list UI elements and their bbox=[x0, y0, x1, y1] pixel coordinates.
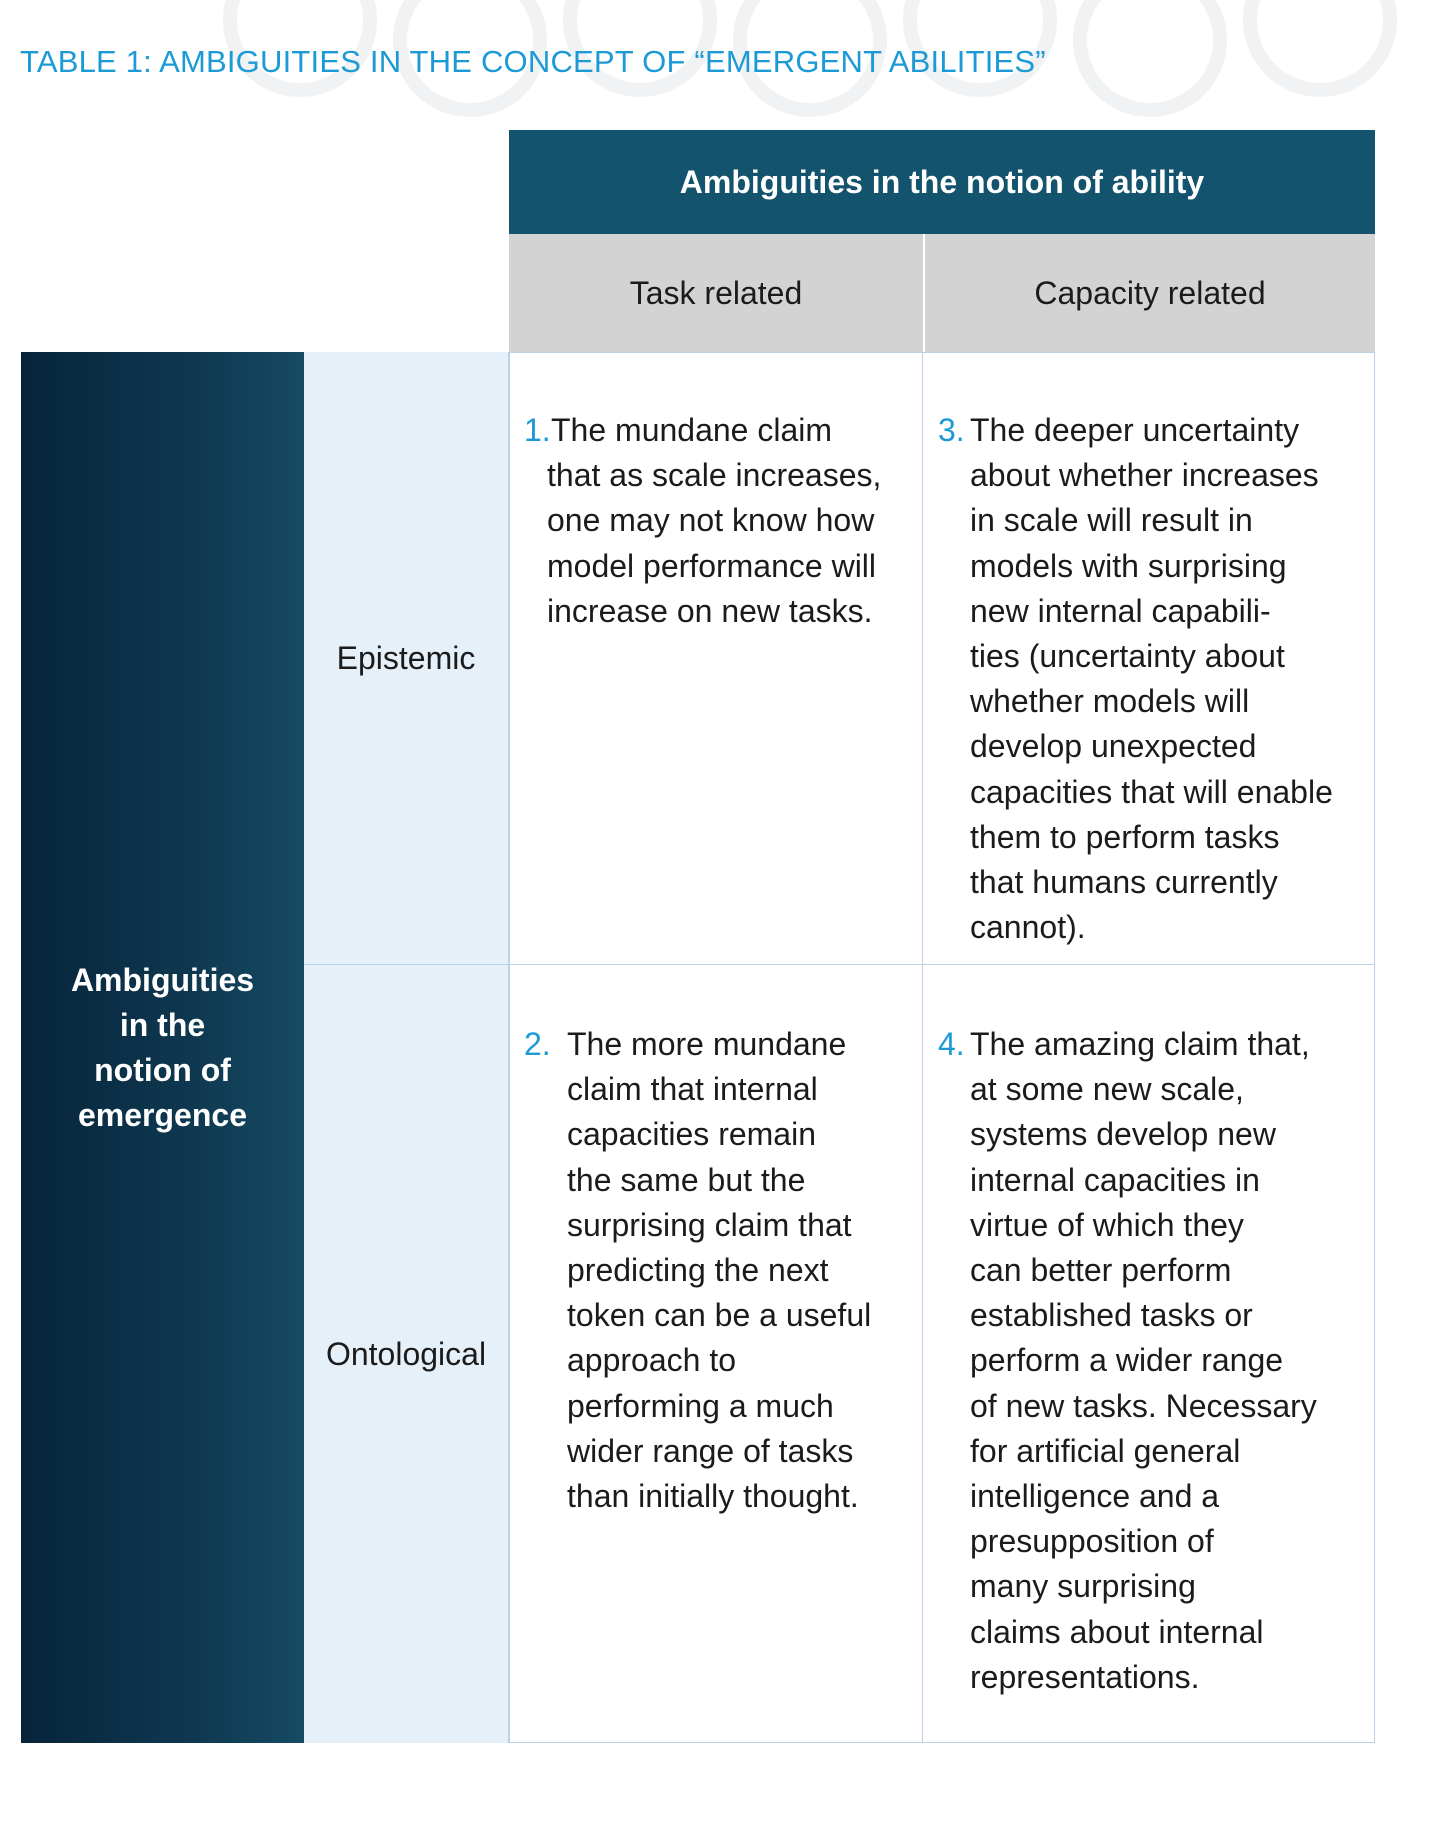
claim-number: 4. bbox=[938, 1026, 965, 1062]
claim-line: The deeper uncertainty bbox=[970, 412, 1300, 448]
column-header-capacity-related: Capacity related bbox=[923, 234, 1375, 352]
claim-3 bbox=[938, 408, 1333, 950]
claim-line: the same but the bbox=[567, 1161, 806, 1198]
column-group-header: Ambiguities in the notion of ability bbox=[509, 130, 1375, 234]
claim-line: The mundane claim bbox=[551, 412, 833, 448]
claim-4 bbox=[938, 1022, 1317, 1700]
claim-text bbox=[524, 408, 881, 634]
claim-line: new internal capabili- bbox=[970, 592, 1271, 629]
claim-line: wider range of tasks bbox=[567, 1432, 854, 1469]
column-header-task-related: Task related bbox=[509, 234, 923, 352]
row-label-ontological: Ontological bbox=[304, 965, 509, 1743]
claim-line: for artificial general bbox=[970, 1432, 1241, 1469]
row-group-header-line: emergence bbox=[78, 1096, 247, 1133]
claim-line: whether models will bbox=[970, 683, 1250, 720]
claim-line: internal capacities in bbox=[970, 1161, 1260, 1198]
claim-text bbox=[938, 1022, 1317, 1700]
claim-number: 2. bbox=[524, 1026, 551, 1062]
claim-line: token can be a useful bbox=[567, 1297, 872, 1334]
claim-line: about whether increases bbox=[970, 457, 1319, 494]
claim-line: virtue of which they bbox=[970, 1206, 1244, 1243]
claim-line: them to perform tasks bbox=[970, 818, 1280, 855]
claim-line: than initially thought. bbox=[567, 1478, 859, 1515]
claim-line: increase on new tasks. bbox=[547, 592, 873, 629]
claim-line: perform a wider range bbox=[970, 1342, 1284, 1379]
claim-line: one may not know how bbox=[547, 502, 875, 539]
claim-line: that humans currently bbox=[970, 864, 1278, 901]
claim-text bbox=[938, 408, 1333, 950]
table-title: TABLE 1: AMBIGUITIES IN THE CONCEPT OF “EMERGENT ABILITIES” bbox=[20, 44, 1046, 79]
claim-line: claim that internal bbox=[567, 1071, 818, 1108]
cell-ontological-task bbox=[509, 964, 923, 1743]
claim-line: cannot). bbox=[970, 909, 1086, 946]
row-group-header-line: notion of bbox=[94, 1051, 231, 1088]
claim-2 bbox=[524, 1022, 871, 1519]
claim-text bbox=[524, 1022, 871, 1519]
claim-line: The amazing claim that, bbox=[970, 1026, 1310, 1062]
claim-line: can better perform bbox=[970, 1252, 1232, 1289]
cell-ontological-capacity bbox=[922, 964, 1375, 1743]
claim-number: 1. bbox=[524, 412, 551, 448]
claim-line: The more mundane bbox=[567, 1026, 847, 1062]
claim-line: predicting the next bbox=[567, 1252, 829, 1289]
claim-line: representations. bbox=[970, 1658, 1200, 1695]
claim-line: in scale will result in bbox=[970, 502, 1253, 539]
claim-line: many surprising bbox=[970, 1568, 1196, 1605]
cell-epistemic-capacity bbox=[922, 352, 1375, 965]
claim-line: surprising claim that bbox=[567, 1206, 852, 1243]
claim-line: established tasks or bbox=[970, 1297, 1253, 1334]
row-group-header bbox=[21, 352, 304, 1743]
claim-line: capacities remain bbox=[567, 1116, 816, 1153]
claim-line: approach to bbox=[567, 1342, 737, 1379]
claim-number: 3. bbox=[938, 412, 965, 448]
claim-line: that as scale increases, bbox=[547, 457, 882, 494]
claim-line: performing a much bbox=[567, 1387, 834, 1424]
claim-line: models with surprising bbox=[970, 547, 1287, 584]
claim-line: capacities that will enable bbox=[970, 773, 1333, 810]
claim-line: presupposition of bbox=[970, 1523, 1214, 1560]
cell-epistemic-task bbox=[509, 352, 923, 965]
row-group-header-line: in the bbox=[119, 1006, 206, 1043]
claim-line: systems develop new bbox=[970, 1116, 1276, 1153]
claim-line: intelligence and a bbox=[970, 1478, 1220, 1515]
claim-line: of new tasks. Necessary bbox=[970, 1387, 1317, 1424]
claim-line: ties (uncertainty about bbox=[970, 638, 1285, 675]
claim-line: claims about internal bbox=[970, 1613, 1264, 1650]
row-label-epistemic: Epistemic bbox=[304, 352, 509, 965]
claim-line: develop unexpected bbox=[970, 728, 1257, 765]
claim-1 bbox=[524, 408, 881, 634]
row-group-header-line: Ambiguities bbox=[70, 961, 255, 998]
claim-line: at some new scale, bbox=[970, 1071, 1244, 1108]
claim-line: model performance will bbox=[547, 547, 877, 584]
